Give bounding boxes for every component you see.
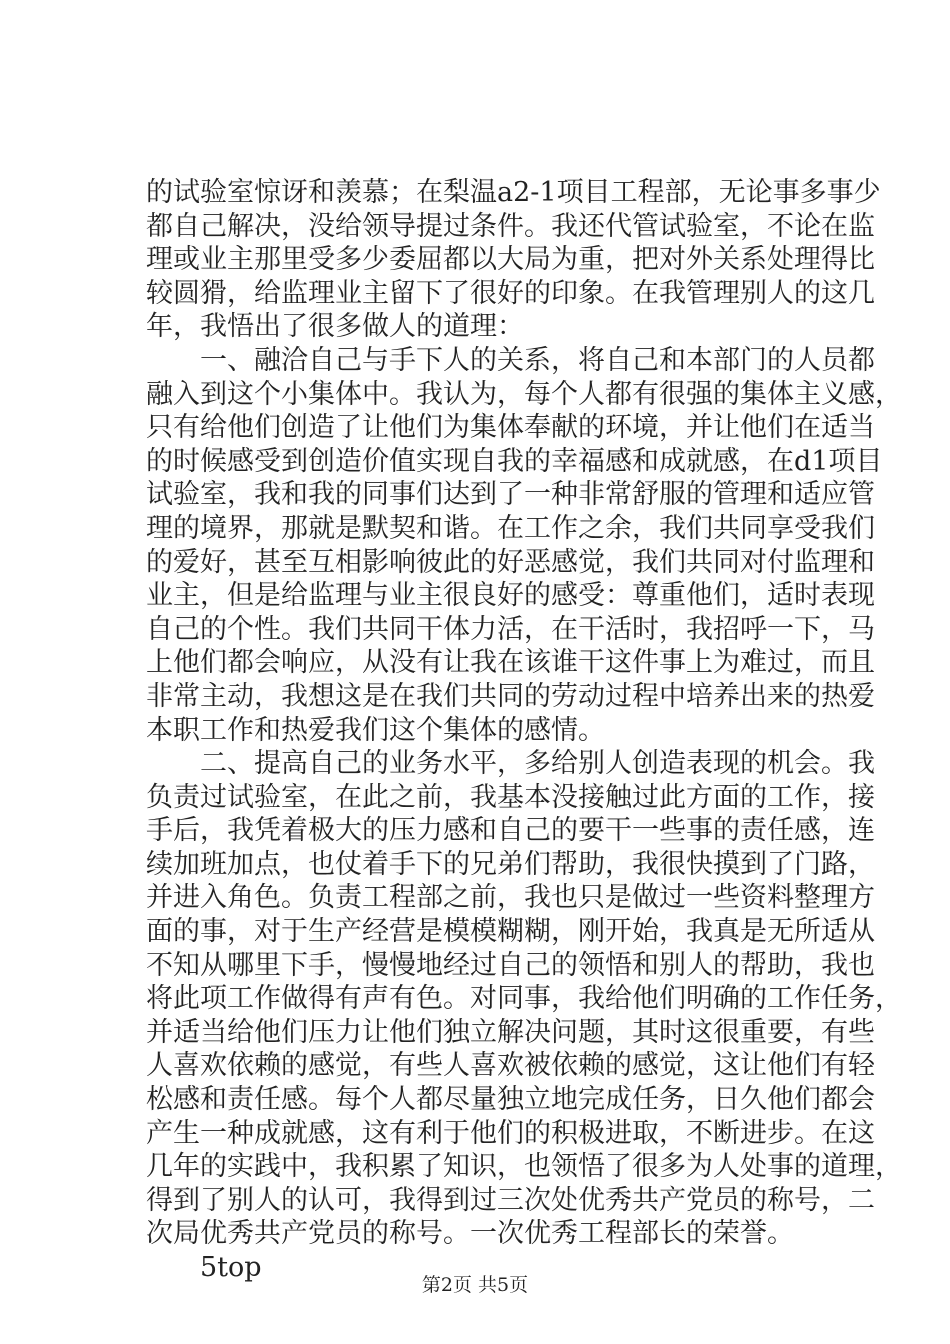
text-line: 次局优秀共产党员的称号。一次优秀工程部长的荣誉。 — [146, 1218, 794, 1250]
text-line: 松感和责任感。每个人都尽量独立地完成任务，日久他们都会 — [146, 1084, 875, 1116]
page-footer: 第2页 共5页 — [421, 1274, 529, 1296]
text-line: 理的境界，那就是默契和谐。在工作之余，我们共同享受我们 — [146, 512, 875, 544]
text-line: 非常主动，我想这是在我们共同的劳动过程中培养出来的热爱 — [146, 680, 875, 712]
text-line: 5top — [146, 1252, 262, 1283]
text-line: 二、提高自己的业务水平，多给别人创造表现的机会。我 — [146, 748, 875, 780]
text-line: 都自己解决，没给领导提过条件。我还代管试验室，不论在监 — [146, 210, 875, 242]
text-line: 人喜欢依赖的感觉，有些人喜欢被依赖的感觉，这让他们有轻 — [146, 1050, 875, 1082]
text-line: 融入到这个小集体中。我认为，每个人都有很强的集体主义感， — [146, 378, 902, 410]
text-line: 自己的个性。我们共同干体力活，在干活时，我招呼一下，马 — [146, 613, 875, 645]
text-line: 将此项工作做得有声有色。对同事，我给他们明确的工作任务， — [146, 983, 902, 1015]
text-line: 手后，我凭着极大的压力感和自己的要干一些事的责任感，连 — [146, 815, 875, 847]
text-line: 产生一种成就感，这有利于他们的积极进取，不断进步。在这 — [146, 1117, 875, 1149]
text-line: 较圆猾，给监理业主留下了很好的印象。在我管理别人的这几 — [146, 277, 875, 309]
text-line: 得到了别人的认可，我得到过三次处优秀共产党员的称号，二 — [146, 1184, 875, 1216]
text-line: 业主，但是给监理与业主很良好的感受：尊重他们，适时表现 — [146, 580, 875, 612]
text-line: 本职工作和热爱我们这个集体的感情。 — [146, 714, 605, 746]
text-line: 一、融洽自己与手下人的关系，将自己和本部门的人员都 — [146, 344, 875, 376]
text-line: 的时候感受到创造价值实现自我的幸福感和成就感，在d1项目 — [146, 445, 883, 477]
text-line: 理或业主那里受多少委屈都以大局为重，把对外关系处理得比 — [146, 244, 875, 276]
text-line: 上他们都会响应，从没有让我在该谁干这件事上为难过，而且 — [146, 647, 875, 679]
text-line: 试验室，我和我的同事们达到了一种非常舒服的管理和适应管 — [146, 479, 875, 511]
text-line: 几年的实践中，我积累了知识，也领悟了很多为人处事的道理， — [146, 1151, 902, 1183]
text-line: 并适当给他们压力让他们独立解决问题，其时这很重要，有些 — [146, 1016, 875, 1048]
text-line: 负责过试验室，在此之前，我基本没接触过此方面的工作，接 — [146, 781, 875, 813]
text-line: 年，我悟出了很多做人的道理： — [146, 311, 524, 343]
body-text — [146, 176, 902, 1285]
text-line: 续加班加点，也仗着手下的兄弟们帮助，我很快摸到了门路， — [146, 848, 875, 880]
text-line: 不知从哪里下手，慢慢地经过自己的领悟和别人的帮助，我也 — [146, 949, 875, 981]
text-line: 的爱好，甚至互相影响彼此的好恶感觉，我们共同对付监理和 — [146, 546, 875, 578]
text-line: 只有给他们创造了让他们为集体奉献的环境，并让他们在适当 — [146, 412, 875, 444]
text-line: 面的事，对于生产经营是模模糊糊，刚开始，我真是无所适从 — [146, 916, 875, 948]
text-line: 并进入角色。负责工程部之前，我也只是做过一些资料整理方 — [146, 882, 875, 914]
text-line: 的试验室惊讶和羡慕；在梨温a2-1项目工程部，无论事多事少 — [146, 177, 881, 208]
